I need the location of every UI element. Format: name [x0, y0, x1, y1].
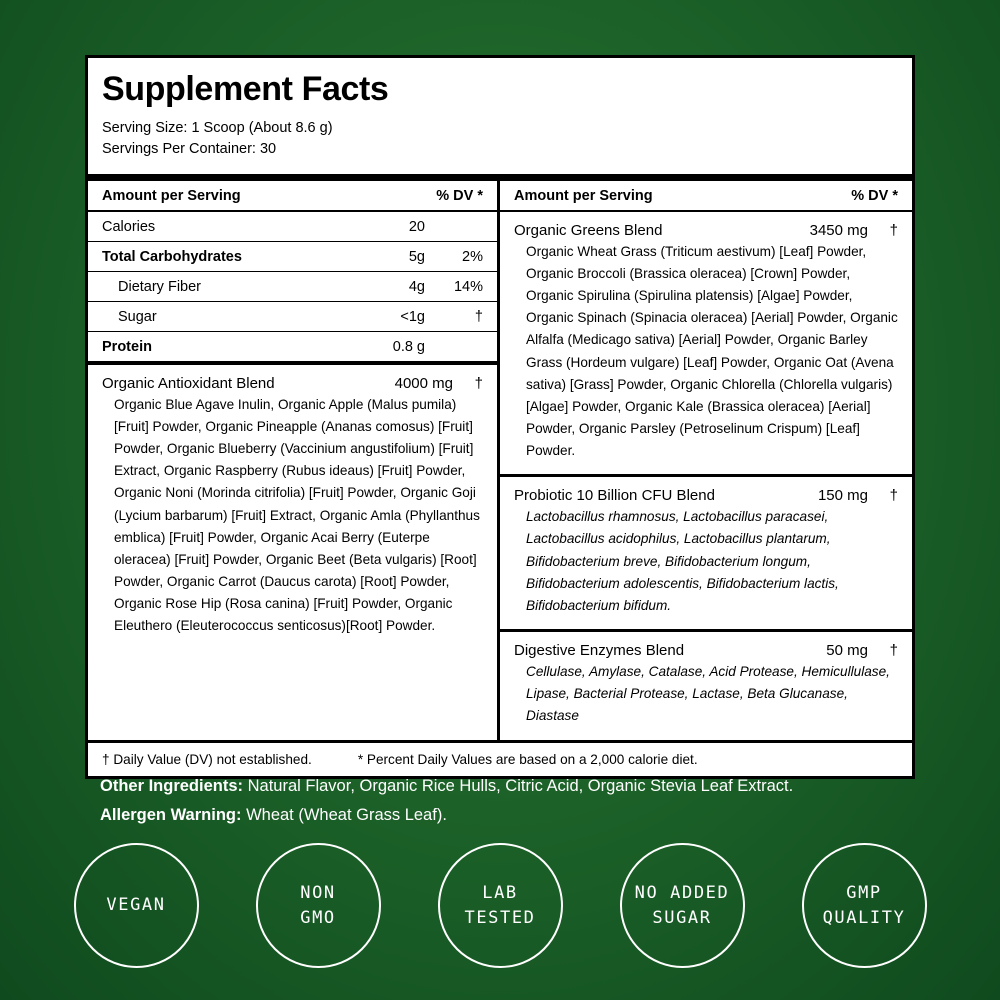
allergen-warning-label: Allergen Warning:	[100, 805, 242, 824]
blend-amount: 4000 mg	[394, 374, 453, 392]
table-row	[88, 272, 497, 302]
status-badge	[620, 843, 745, 968]
nutrient-name: Sugar	[118, 308, 157, 325]
table-row	[88, 332, 497, 362]
blend-amount: 150 mg	[817, 487, 868, 505]
other-ingredients-section	[100, 772, 960, 830]
nutrient-amount: 0.8 g	[392, 338, 425, 355]
badge-line-1: GMP	[846, 883, 882, 904]
nutrient-dv: 14%	[453, 278, 483, 295]
amount-per-serving-header-left	[88, 181, 497, 212]
badge-line-1: NON	[300, 883, 336, 904]
status-badge	[74, 843, 199, 968]
status-badge	[438, 843, 563, 968]
table-row	[88, 242, 497, 272]
amount-per-serving-label-right: Amount per Serving	[514, 187, 653, 204]
badge-line-2: QUALITY	[822, 907, 906, 928]
badge-line-1: VEGAN	[106, 895, 166, 916]
status-badge	[256, 843, 381, 968]
probiotic-blend-block	[500, 477, 912, 632]
badge-row	[0, 843, 1000, 968]
nutrient-amount: 20	[408, 218, 425, 235]
footnote-dagger: † Daily Value (DV) not established.	[102, 751, 312, 767]
nutrient-name: Dietary Fiber	[118, 278, 201, 295]
blend-ingredients: Organic Wheat Grass (Triticum aestivum) [Leaf] Powder, Organic Broccoli (Brassica oleracea) [Crown] Powder, Organic Spirulina (Spirulina platensis) [Algae] Powder, Organic Spinach (Spinacia oleracea) [Aerial] Powder, Organic Alfalfa (Medicago sativa) [Aerial] Powder, Organic Barley Grass (Hordeum vulgare) [Leaf] Powder, Organic Oat (Avena sativa) [Grass] Powder, Organic Chlorella (Chlorella vulgaris) [Algae] Powder, Organic Kale (Brassica oleracea) [Aerial] Powder, Organic Parsley (Petroselinum Crispum) [Leaf] Powder.	[526, 243, 898, 459]
amount-per-serving-label-left: Amount per Serving	[102, 187, 241, 204]
facts-column-right	[500, 181, 912, 740]
nutrient-amount: 5g	[408, 248, 425, 265]
nutrient-name: Protein	[102, 338, 152, 355]
blend-name: Digestive Enzymes Blend	[514, 642, 685, 660]
blend-name: Probiotic 10 Billion CFU Blend	[514, 487, 715, 505]
footnotes	[88, 740, 912, 776]
blend-dagger: †	[889, 642, 898, 660]
antioxidant-blend-header	[102, 375, 483, 392]
supplement-facts-panel	[85, 55, 915, 779]
panel-header	[88, 58, 912, 168]
blend-amount: 50 mg	[826, 642, 868, 660]
dv-label-right: % DV *	[851, 187, 898, 204]
facts-columns	[88, 181, 912, 740]
other-ingredients-text: Natural Flavor, Organic Rice Hulls, Citric Acid, Organic Stevia Leaf Extract.	[247, 777, 794, 795]
antioxidant-blend-block	[88, 365, 497, 650]
footnote-star: * Percent Daily Values are based on a 2,000 calorie diet.	[357, 751, 698, 767]
other-ingredients-line	[100, 772, 960, 801]
servings-per-container: Servings Per Container: 30	[102, 140, 277, 157]
nutrient-name: Total Carbohydrates	[102, 248, 242, 265]
allergen-warning-line	[100, 801, 960, 830]
other-ingredients-label: Other Ingredients:	[100, 777, 244, 795]
blend-name: Organic Greens Blend	[514, 221, 663, 239]
blend-dagger: †	[889, 221, 898, 239]
blend-name: Organic Antioxidant Blend	[102, 374, 275, 392]
nutrient-dv: †	[474, 308, 483, 325]
nutrient-amount: 4g	[408, 278, 425, 295]
nutrient-amount: <1g	[400, 308, 425, 325]
enzymes-blend-block	[500, 632, 912, 739]
status-badge	[802, 843, 927, 968]
page-title: Supplement Facts	[102, 70, 389, 108]
enzymes-blend-header	[514, 642, 898, 659]
badge-line-2: GMO	[300, 907, 336, 928]
badge-line-2: TESTED	[464, 907, 536, 928]
blend-ingredients: Organic Blue Agave Inulin, Organic Apple (Malus pumila) [Fruit] Powder, Organic Pineapple (Ananas comosus) [Fruit] Powder, Organic Blueberry (Vaccinium angustifolium) [Fruit] Extract, Organic Raspberry (Rubus ideaus) [Fruit] Powder, Organic Noni (Morinda citrifolia) [Fruit] Powder, Organic Goji (Lycium barbarum) [Fruit] Extract, Organic Amla (Phyllanthus emblica) [Fruit] Powder, Organic Acai Berry (Euterpe oleracea) [Fruit] Powder, Organic Beet (Beta vulgaris) [Root] Powder, Organic Carrot (Daucus carota) [Root] Powder, Organic Rose Hip (Rosa canina) [Fruit] Powder, Organic Eleuthero (Eleuterococcus senticosus)[Root] Powder.	[114, 396, 480, 634]
dv-label-left: % DV *	[436, 187, 483, 204]
nutrient-dv: 2%	[462, 248, 483, 265]
blend-ingredients: Cellulase, Amylase, Catalase, Acid Protease, Hemicullulase, Lipase, Bacterial Protease, Lactase, Beta Glucanase, Diastase	[526, 664, 890, 724]
blend-amount: 3450 mg	[809, 221, 868, 239]
serving-size: Serving Size: 1 Scoop (About 8.6 g)	[102, 119, 333, 136]
probiotic-blend-header	[514, 487, 898, 504]
table-row	[88, 212, 497, 242]
greens-blend-header	[514, 222, 898, 239]
badge-line-1: LAB	[482, 883, 518, 904]
allergen-warning-text: Wheat (Wheat Grass Leaf).	[246, 805, 447, 824]
blend-dagger: †	[474, 374, 483, 392]
facts-column-left	[88, 181, 500, 740]
header-divider	[88, 174, 912, 181]
blend-dagger: †	[889, 487, 898, 505]
blend-ingredients: Lactobacillus rhamnosus, Lactobacillus paracasei, Lactobacillus acidophilus, Lactobacillus plantarum, Bifidobacterium breve, Bifidobacterium longum, Bifidobacterium adolescentis, Bifidobacterium lactis, Bifidobacterium bifidum.	[526, 509, 839, 613]
table-row	[88, 302, 497, 332]
amount-per-serving-header-right	[500, 181, 912, 212]
nutrient-name: Calories	[102, 218, 156, 235]
greens-blend-block	[500, 212, 912, 478]
badge-line-1: NO ADDED	[634, 883, 730, 904]
badge-line-2: SUGAR	[652, 907, 712, 928]
